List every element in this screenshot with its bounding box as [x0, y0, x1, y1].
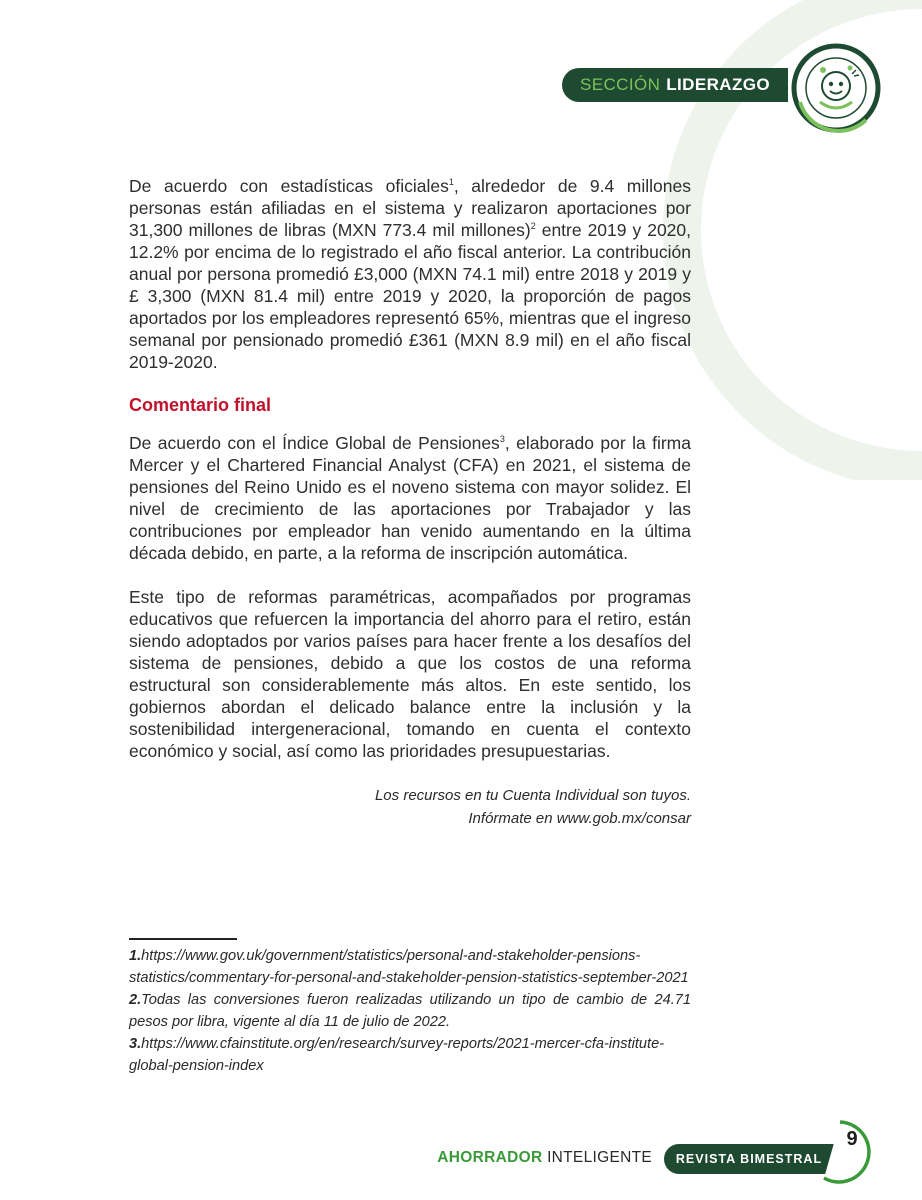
footnote-link[interactable]: https://www.cfainstitute.org/en/research/survey-reports/2021-mercer-cfa-institute-global-pension-index	[129, 1036, 665, 1074]
footnote-text: Todas las conversiones fueron realizadas utilizando un tipo de cambio de 24.71 pesos por libra, vigente al día 11 de julio de 2022.	[129, 992, 691, 1030]
paragraph-statistics-text-3: entre 2019 y 2020, 12.2% por encima de lo registrado el año fiscal anterior. La contribución anual por persona promedió £3,000 (MXN 74.1 mil) entre 2018 y 2019 y £ 3,300 (MXN 81.4 mil) entre 2019 y 2020, la proporción de pagos aportados por los empleadores representó 65%, mientras que el ingreso semanal por pensionado promedió £361 (MXN 8.9 mil) en el año fiscal 2019-2020.	[129, 220, 691, 372]
footnote-ref-1: 1	[448, 177, 454, 188]
section-label-light: SECCIÓN	[580, 75, 661, 94]
paragraph-index-text-2: , elaborado por la firma Mercer y el Chartered Financial Analyst (CFA) en 2021, el sistema de pensiones del Reino Unido es el noveno sistema con mayor solidez. El nivel de crecimiento de las aportaciones por Trabajador y las contribuciones por empleador han venido aumentando en la última década debido, en parte, a la reforma de inscripción automática.	[129, 433, 691, 563]
closing-quote-line-1: Los recursos en tu Cuenta Individual son tuyos.	[374, 787, 691, 804]
footnote-ref-3: 3	[499, 434, 505, 445]
paragraph-index-text-1: De acuerdo con el Índice Global de Pensiones	[129, 433, 500, 453]
footnote-item	[129, 1034, 691, 1077]
footnotes	[129, 938, 691, 1078]
paragraph-statistics-text-2: , alrededor de 9.4 millones personas están afiliadas en el sistema y realizaron aportaciones por 31,300 millones de libras (MXN 773.4 mil millones)	[129, 176, 691, 240]
closing-quote	[129, 784, 691, 830]
magazine-brand-bold: AHORRADOR	[437, 1149, 543, 1166]
footnote-number: 3.	[129, 1036, 142, 1052]
publication-frequency-badge: REVISTA BIMESTRAL	[664, 1144, 834, 1174]
footnote-ref-2: 2	[530, 221, 536, 232]
page-number: 9	[846, 1128, 858, 1150]
article-body	[129, 175, 691, 830]
paragraph-statistics-text-1: De acuerdo con estadísticas oficiales	[129, 176, 449, 196]
paragraph-statistics	[129, 175, 691, 373]
footnote-item	[129, 946, 691, 989]
closing-quote-line-2: Infórmate en www.gob.mx/consar	[468, 810, 691, 827]
paragraph-index	[129, 432, 691, 564]
page-footer	[0, 1128, 922, 1180]
footnote-number: 1.	[129, 948, 142, 964]
footnote-link[interactable]: https://www.gov.uk/government/statistics/personal-and-stakeholder-pensions-statistics/commentary-for-personal-and-stakeholder-pension-statistics-september-2021	[129, 948, 689, 986]
magazine-brand-light: INTELIGENTE	[547, 1149, 652, 1166]
magazine-brand	[437, 1149, 652, 1167]
footnote-item	[129, 990, 691, 1033]
paragraph-reforms: Este tipo de reformas paramétricas, acompañados por programas educativos que refuercen la importancia del ahorro para el retiro, están siendo adoptados por varios países para hacer frente a los desafíos del sistema de pensiones, debido a que los costos de una reforma estructural son considerablemente más altos. En este sentido, los gobiernos abordan el delicado balance entre la inclusión y la sostenibilidad intergeneracional, tomando en cuenta el contexto económico y social, así como las prioridades presupuestarias.	[129, 587, 691, 761]
footnote-divider	[129, 938, 237, 940]
leadership-logo-icon	[790, 42, 882, 134]
section-label	[562, 68, 788, 102]
section-label-bold: LIDERAZGO	[666, 75, 770, 94]
section-header	[562, 42, 882, 132]
footnote-number: 2.	[129, 992, 142, 1008]
section-heading: Comentario final	[129, 395, 272, 415]
